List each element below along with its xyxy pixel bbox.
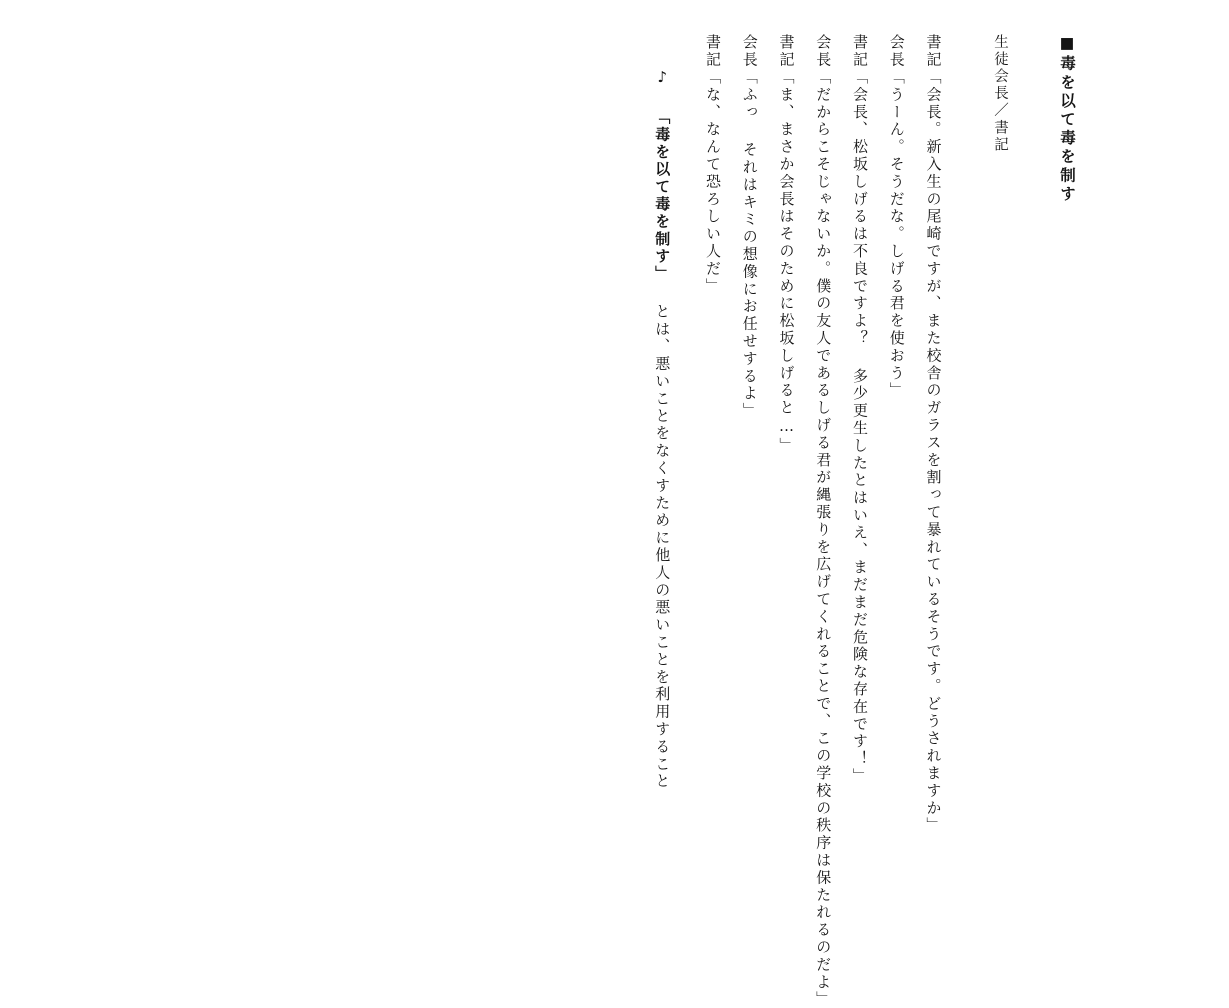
dialogue-line-4: 会長「だからこそじゃないか。僕の友人であるしげる君が縄張りを広げてくれることで、この学校の秩序は保たれるのだよ」 <box>814 34 833 1008</box>
dialogue-line-5: 書記「ま、まさか会長はそのために松坂しげると…」 <box>777 34 796 455</box>
closing-line <box>644 34 681 834</box>
closing-text: とは、悪いことをなくすために他人の悪いことを利用すること <box>653 303 672 791</box>
closing-phrase: 「毒を以て毒を制す」 <box>653 108 672 283</box>
dialogue-line-3: 書記「会長、松坂しげるは不良ですよ？ 多少更生したとはいえ、まだまだ危険な存在です！」 <box>851 34 870 786</box>
music-note-icon: ♪ <box>653 68 672 89</box>
page-subtitle: 生徒会長／書記 <box>992 34 1009 154</box>
subtitle-spacer <box>952 34 982 834</box>
dialogue-line-2: 会長「うーん。そうだな。しげる君を使おう」 <box>887 34 906 400</box>
dialogue-line-7: 書記「な、なんて恐ろしい人だ」 <box>704 34 723 295</box>
dialogue-line-1: 書記「会長。新入生の尾崎ですが、また校舎のガラスを割って暴れているそうです。どうされますか」 <box>924 34 943 835</box>
vertical-text-body <box>644 34 1085 1008</box>
title-spacer <box>1017 34 1047 834</box>
closing-spacer <box>680 34 694 834</box>
dialogue-line-6: 会長「ふっ それはキミの想像にお任せするよ」 <box>740 34 759 420</box>
page-title: ■毒を以て毒を制す <box>1058 34 1076 204</box>
